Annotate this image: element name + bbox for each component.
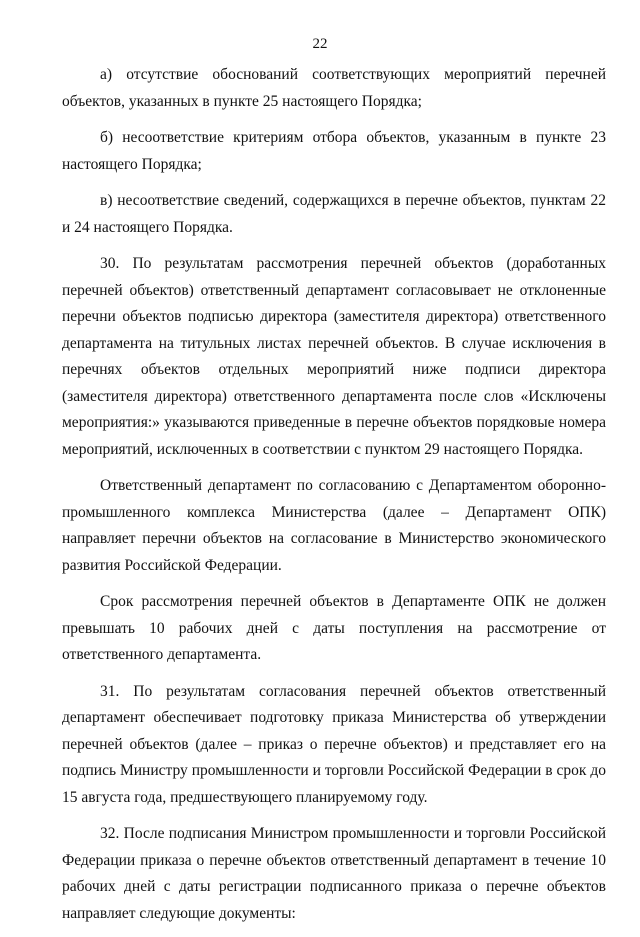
- document-body: [62, 62, 606, 937]
- paragraph-a: а) отсутствие обоснований соответствующих мероприятий перечней объектов, указанных в пункте 25 настоящего Порядка;: [62, 66, 606, 110]
- paragraph-opk-approval: Ответственный департамент по согласованию с Департаментом оборонно-промышленного комплекса Министерства (далее – Департамент ОПК) направляет перечни объектов на согласование в Министерство экономического развития Российской Федерации.: [62, 477, 606, 574]
- paragraph-32: 32. После подписания Министром промышленности и торговли Российской Федерации приказа о перечне объектов ответственный департамент в течение 10 рабочих дней с даты регистрации подписанного приказа о перечне объектов направляет следующие документы:: [62, 825, 606, 922]
- paragraph-review-term: Срок рассмотрения перечней объектов в Департаменте ОПК не должен превышать 10 рабочих дней с даты поступления на рассмотрение от ответственного департамента.: [62, 593, 606, 663]
- paragraph-31: 31. По результатам согласования перечней объектов ответственный департамент обеспечивает подготовку приказа Министерства об утверждении перечней объектов (далее – приказ о перечне объектов) и представляет его на подпись Министру промышленности и торговли Российской Федерации в срок до 15 августа года, предшествующего планируемому году.: [62, 682, 606, 806]
- paragraph-b: б) несоответствие критериям отбора объектов, указанным в пункте 23 настоящего Порядка;: [62, 129, 606, 173]
- paragraph-30: 30. По результатам рассмотрения перечней объектов (доработанных перечней объектов) ответственный департамент согласовывает не отклоненные перечни объектов подписью директора (заместителя директора) ответственного департамента на титульных листах перечней объектов. В случае исключения в перечнях объектов отдельных мероприятий ниже подписи директора (заместителя директора) ответственного департамента после слов «Исключены мероприятия:» указываются приведенные в перечне объектов порядковые номера мероприятий, исключенных в соответствии с пунктом 29 настоящего Порядка.: [62, 255, 606, 458]
- page-number: 22: [312, 36, 328, 52]
- paragraph-v: в) несоответствие сведений, содержащихся в перечне объектов, пунктам 22 и 24 настоящего Порядка.: [62, 192, 606, 236]
